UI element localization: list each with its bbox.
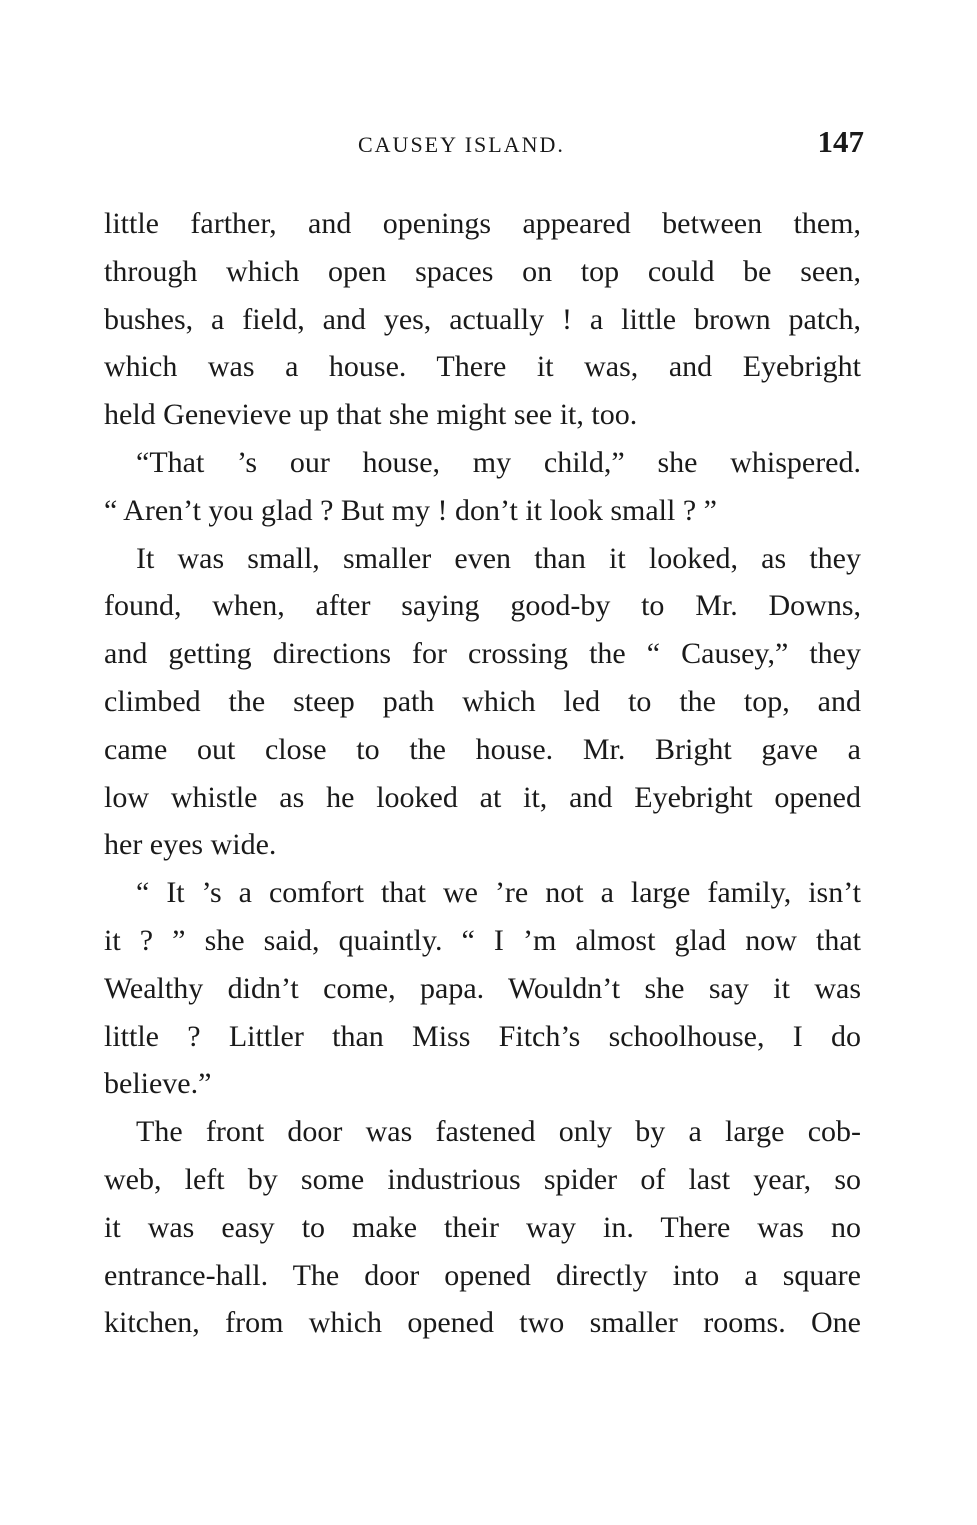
text-line: web, left by some industrious spider of last year, so — [104, 1162, 861, 1196]
text-line: her eyes wide. — [104, 828, 277, 862]
text-line: little ? Littler than Miss Fitch’s schoolhouse, I do — [104, 1019, 861, 1053]
running-title: CAUSEY ISLAND. — [358, 132, 565, 157]
text-line: it ? ” she said, quaintly. “ I ’m almost glad now that — [104, 923, 861, 957]
paragraph — [104, 439, 861, 535]
text-line: little farther, and openings appeared between them, — [104, 207, 861, 240]
text-line: The front door was fastened only by a large cob- — [136, 1115, 861, 1149]
text-line: and getting directions for crossing the “ Causey,” they — [104, 637, 861, 671]
text-line: which was a house. There it was, and Eyebright — [104, 350, 861, 384]
text-line: it was easy to make their way in. There was no — [104, 1210, 861, 1244]
text-line: believe.” — [104, 1067, 212, 1101]
page-header — [104, 124, 864, 164]
paragraph — [104, 535, 861, 870]
text-line: held Genevieve up that she might see it, too. — [104, 398, 638, 432]
page-number: 147 — [817, 124, 864, 159]
paragraph — [104, 869, 861, 1108]
text-line: It was small, smaller even than it looked, as they — [136, 541, 861, 575]
text-line: “That ’s our house, my child,” she whispered. — [136, 445, 861, 479]
text-line: kitchen, from which opened two smaller rooms. One — [104, 1306, 861, 1340]
text-line: low whistle as he looked at it, and Eyebright opened — [104, 780, 861, 814]
text-line: entrance-hall. The door opened directly into a square — [104, 1258, 861, 1292]
text-line: bushes, a field, and yes, actually ! a little brown patch, — [104, 302, 861, 336]
text-line: “ Aren’t you glad ? But my ! don’t it look small ? ” — [104, 493, 717, 527]
paragraph — [104, 200, 861, 439]
text-line: found, when, after saying good-by to Mr. Downs, — [104, 589, 861, 623]
body-text — [104, 200, 861, 1347]
text-line: through which open spaces on top could be seen, — [104, 254, 861, 288]
text-line: climbed the steep path which led to the top, and — [104, 684, 861, 718]
text-line: came out close to the house. Mr. Bright gave a — [104, 732, 861, 766]
text-line: Wealthy didn’t come, papa. Wouldn’t she say it was — [104, 971, 861, 1005]
text-line: “ It ’s a comfort that we ’re not a large family, isn’t — [136, 876, 861, 910]
paragraph — [104, 1108, 861, 1347]
